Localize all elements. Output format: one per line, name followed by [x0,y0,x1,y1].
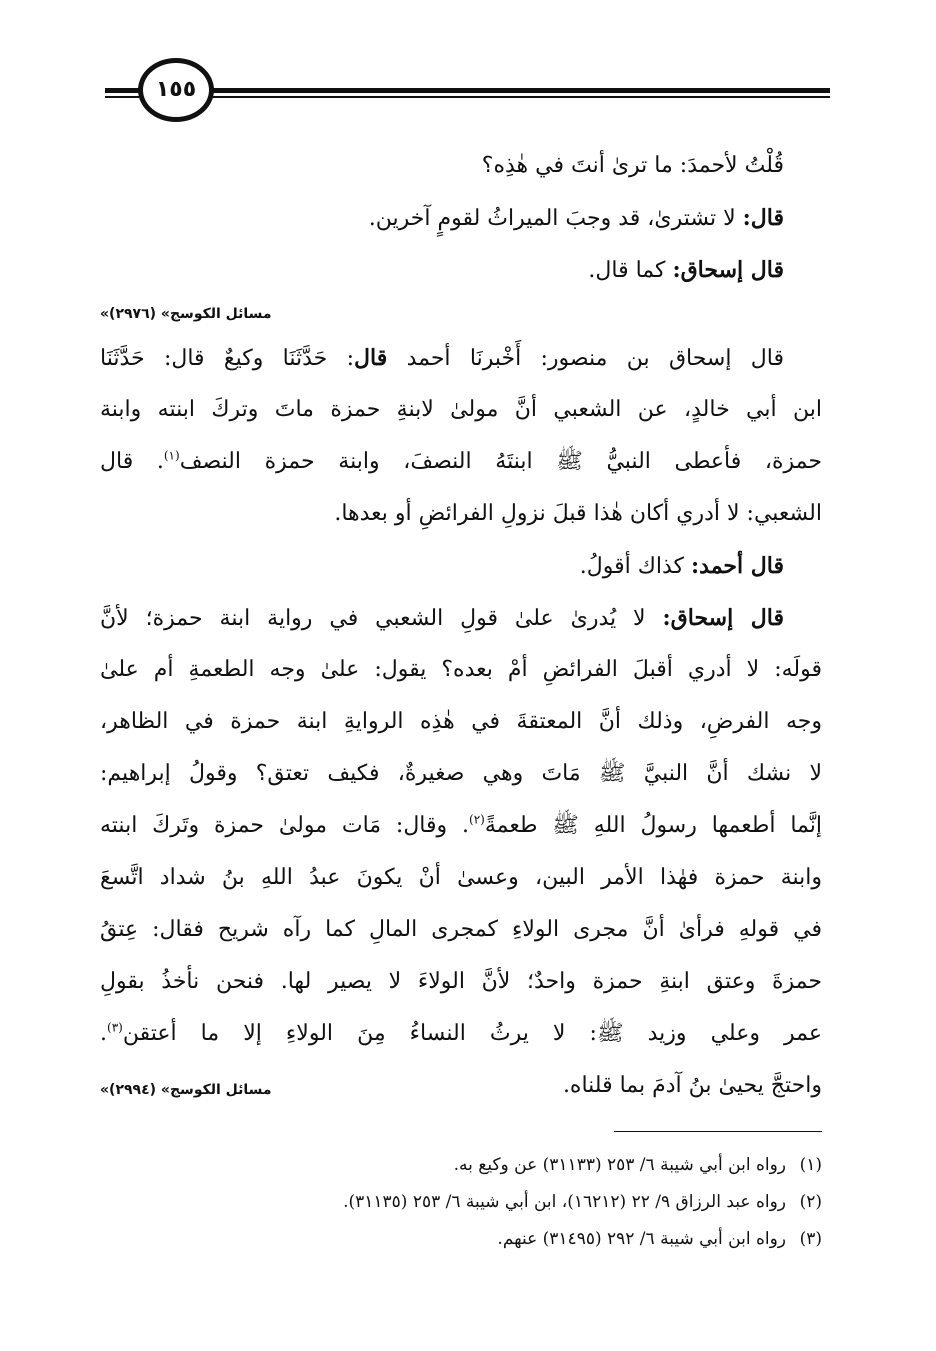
speaker-label: قال: [742,205,784,231]
footnote-text: رواه ابن أبي شيبة ٦/ ٢٥٣ (٣١١٣٣) عن وكيع به. [453,1155,786,1175]
text-run: واحتجَّ يحيىٰ بنُ آدمَ بما قلناه. [562,1073,822,1098]
text-line [100,436,822,488]
text-line [100,488,822,540]
text-line [100,904,822,956]
footnote-text: رواه ابن أبي شيبة ٦/ ٢٩٢ (٣١٤٩٥) عنهم. [497,1229,786,1249]
text-run: قال إسحاق بن منصور: أَخْبرنَا أحمد [387,346,784,371]
text-line [100,852,822,904]
footnote [100,1184,822,1221]
text-run: لا يُدرىٰ علىٰ قولِ الشعبي في رواية ابنة حمزة؛ لأنَّ [100,606,663,631]
text-line-content [563,1073,822,1098]
text-run: . [100,1021,107,1046]
footnote-text: رواه عبد الرزاق ٩/ ٢٢ (١٦٢١٢)، ابن أبي شيبة ٦/ ٢٥٣ (٣١١٣٥). [343,1192,786,1212]
text-run: ابن أبي خالدٍ، عن الشعبي أنَّ مولىٰ لابنةِ حمزة ماتَ وتركَ ابنته وابنة [100,397,822,422]
text-line [100,800,822,852]
footnotes [100,1147,822,1258]
text-line [100,192,822,244]
text-run: حمزةَ وعتق ابنةِ حمزة واحدٌ؛ لأنَّ الولاءَ لا يصير لها. فنحن نأخذُ بقولِ [100,969,822,994]
text-line [100,140,822,192]
text-run: : حَدَّثَنَا وكيعٌ قال: حَدَّثَنَا [100,346,355,371]
text-line [100,956,822,1008]
text-line [100,332,822,384]
text-line [100,748,822,800]
footnote [100,1221,822,1258]
text-run: حمزة، فأعطى النبيُّ ﷺ ابنتَهُ النصفَ، وابنة حمزة النصف [179,449,822,474]
source-citation: «مسائل الكوسج» (٢٩٩٤) [100,1082,272,1098]
footnote [100,1147,822,1184]
text-run: لا تشترىٰ، قد وجبَ الميراثُ لقومٍ آخرين. [368,206,743,231]
main-text [100,140,822,1112]
text-run: قولَه: لا أدري أقبلَ الفرائضِ أمْ بعده؟ يقول: علىٰ وجه الطعمةِ أم علىٰ [100,657,822,682]
page-header [0,0,936,140]
text-run: وجه الفرضِ، وذلك أنَّ المعتقةَ في هٰذِه الروايةِ ابنة حمزة في الظاهر، [100,709,822,734]
speaker-label: قال إسحاق: [662,605,784,631]
footnote-ref: (١) [163,448,180,463]
speaker-label: قال أحمد: [691,553,784,579]
speaker-label: قال إسحاق: [672,257,784,283]
page-number: ١٥٥ [155,77,197,102]
text-run: . وقال: مَات مولىٰ حمزة وتَركَ ابنته [100,813,469,838]
footnote-separator [614,1131,822,1132]
speaker-label: قال [354,345,388,371]
text-line [100,384,822,436]
narration-block [100,332,822,1112]
text-line [100,1008,822,1060]
text-run: إنَّما أطعمها رسولُ اللهِ ﷺ طعمةً [484,813,822,838]
footnote-number: (١) [799,1155,822,1175]
text-line [100,540,822,592]
text-line-last [100,1060,822,1112]
text-run: وابنة حمزة فهٰذا الأمر البين، وعسىٰ أنْ يكونَ عبدُ اللهِ بنُ شداد اتَّسعَ [100,865,822,890]
source-citation: «مسائل الكوسج» (٢٩٧٦) [100,306,272,322]
header-rule-right [210,88,830,93]
footnote-number: (٣) [799,1229,822,1249]
text-run: كما قال. [588,258,673,283]
text-run: في قولهِ فرأىٰ أنَّ مجرى الولاءِ كمجرى المالِ كما رآه شريح فقال: عِتقُ [100,917,822,942]
text-run: الشعبي: لا أدري أكان هٰذا قبلَ نزولِ الفرائضِ أو بعدها. [334,501,822,526]
text-line [100,592,822,644]
text-line [100,644,822,696]
text-line [100,696,822,748]
question-block [100,140,822,332]
footnote-number: (٢) [799,1192,822,1212]
footnote-ref: (٢) [469,812,485,827]
header-rule-right-thin [210,96,830,98]
text-run: عمر وعلي وزيد ﷺ: لا يرثُ النساءُ مِنَ الولاءِ إلا ما أعتقن [122,1021,822,1046]
text-run: لا نشك أنَّ النبيَّ ﷺ مَاتَ وهي صغيرةٌ، فكيف تعتق؟ وقولُ إبراهيم: [100,761,822,786]
text-run: قُلْتُ لأحمدَ: ما ترىٰ أنتَ في هٰذِه؟ [481,153,784,178]
footnote-ref: (٣) [107,1020,123,1035]
text-run: . قال [100,449,164,474]
page-number-badge [138,58,214,122]
text-line [100,244,822,296]
text-run: كذاك أقولُ. [579,554,692,579]
